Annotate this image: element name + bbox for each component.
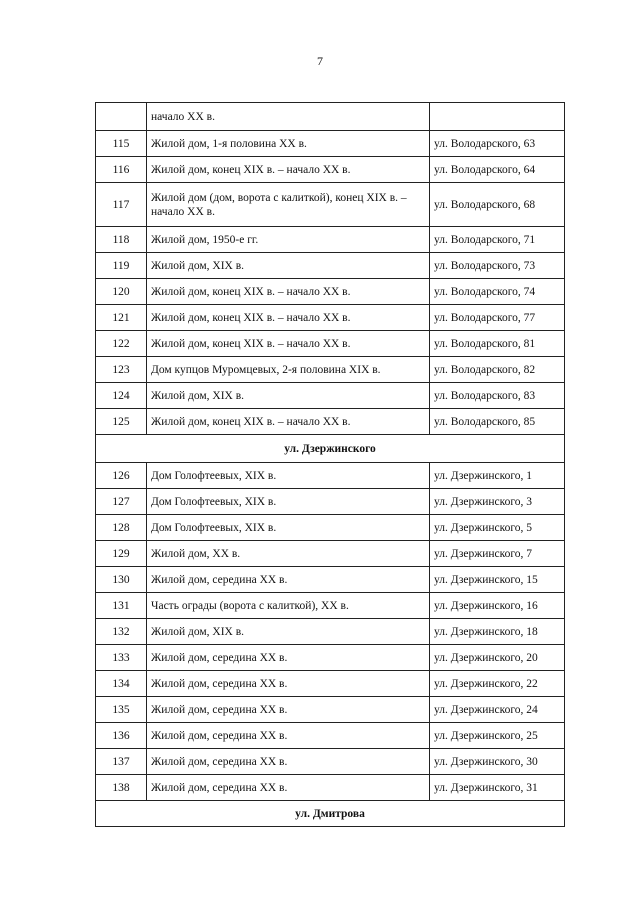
object-address: ул. Володарского, 71 bbox=[430, 227, 565, 253]
table-row bbox=[96, 567, 565, 593]
row-number: 125 bbox=[96, 409, 147, 435]
object-name: Жилой дом, середина XX в. bbox=[147, 723, 430, 749]
table-row bbox=[96, 671, 565, 697]
row-number: 117 bbox=[96, 183, 147, 227]
row-number: 118 bbox=[96, 227, 147, 253]
object-address: ул. Володарского, 63 bbox=[430, 131, 565, 157]
object-address: ул. Дзержинского, 3 bbox=[430, 489, 565, 515]
table-row bbox=[96, 409, 565, 435]
object-address: ул. Дзержинского, 24 bbox=[430, 697, 565, 723]
object-address: ул. Дзержинского, 5 bbox=[430, 515, 565, 541]
row-number: 129 bbox=[96, 541, 147, 567]
object-name: Жилой дом, середина XX в. bbox=[147, 697, 430, 723]
object-name: Дом Голофтеевых, XIX в. bbox=[147, 463, 430, 489]
object-address: ул. Володарского, 73 bbox=[430, 253, 565, 279]
table-row bbox=[96, 541, 565, 567]
object-address: ул. Дзержинского, 31 bbox=[430, 775, 565, 801]
row-number: 132 bbox=[96, 619, 147, 645]
object-name: начало XX в. bbox=[147, 103, 430, 131]
table-row bbox=[96, 697, 565, 723]
object-name: Жилой дом, конец XIX в. – начало XX в. bbox=[147, 331, 430, 357]
table-row bbox=[96, 305, 565, 331]
table-row bbox=[96, 183, 565, 227]
row-number: 123 bbox=[96, 357, 147, 383]
page-number: 7 bbox=[317, 54, 323, 68]
table-row bbox=[96, 131, 565, 157]
row-number: 130 bbox=[96, 567, 147, 593]
row-number: 116 bbox=[96, 157, 147, 183]
object-name: Жилой дом, середина XX в. bbox=[147, 775, 430, 801]
object-name: Часть ограды (ворота с калиткой), XX в. bbox=[147, 593, 430, 619]
table-row bbox=[96, 157, 565, 183]
row-number: 135 bbox=[96, 697, 147, 723]
object-name: Жилой дом, конец XIX в. – начало XX в. bbox=[147, 279, 430, 305]
table-row bbox=[96, 489, 565, 515]
object-address: ул. Дзержинского, 7 bbox=[430, 541, 565, 567]
section-title-dzerzhinskogo: ул. Дзержинского bbox=[96, 435, 565, 463]
table-row bbox=[96, 619, 565, 645]
row-number: 136 bbox=[96, 723, 147, 749]
object-address bbox=[430, 103, 565, 131]
row-number: 131 bbox=[96, 593, 147, 619]
object-address: ул. Володарского, 74 bbox=[430, 279, 565, 305]
object-name: Жилой дом, середина XX в. bbox=[147, 567, 430, 593]
table-row bbox=[96, 383, 565, 409]
object-name: Жилой дом, середина XX в. bbox=[147, 645, 430, 671]
object-name: Жилой дом, 1-я половина XX в. bbox=[147, 131, 430, 157]
object-address: ул. Дзержинского, 16 bbox=[430, 593, 565, 619]
object-name: Дом Голофтеевых, XIX в. bbox=[147, 489, 430, 515]
row-number: 120 bbox=[96, 279, 147, 305]
table-row bbox=[96, 593, 565, 619]
table-row bbox=[96, 253, 565, 279]
row-number: 128 bbox=[96, 515, 147, 541]
object-address: ул. Дзержинского, 22 bbox=[430, 671, 565, 697]
object-name: Жилой дом, конец XIX в. – начало XX в. bbox=[147, 157, 430, 183]
object-name: Жилой дом, XIX в. bbox=[147, 383, 430, 409]
section-title-dmitrova: ул. Дмитрова bbox=[96, 801, 565, 827]
row-number: 115 bbox=[96, 131, 147, 157]
object-address: ул. Володарского, 64 bbox=[430, 157, 565, 183]
table-row bbox=[96, 723, 565, 749]
row-number: 134 bbox=[96, 671, 147, 697]
object-name: Жилой дом, XIX в. bbox=[147, 253, 430, 279]
section-header-row bbox=[96, 801, 565, 827]
object-address: ул. Дзержинского, 15 bbox=[430, 567, 565, 593]
table-row bbox=[96, 357, 565, 383]
object-address: ул. Дзержинского, 1 bbox=[430, 463, 565, 489]
table-row bbox=[96, 749, 565, 775]
object-name: Жилой дом, конец XIX в. – начало XX в. bbox=[147, 409, 430, 435]
table-row bbox=[96, 463, 565, 489]
object-address: ул. Дзержинского, 18 bbox=[430, 619, 565, 645]
object-address: ул. Дзержинского, 30 bbox=[430, 749, 565, 775]
row-number bbox=[96, 103, 147, 131]
object-address: ул. Володарского, 82 bbox=[430, 357, 565, 383]
object-address: ул. Дзержинского, 20 bbox=[430, 645, 565, 671]
object-name: Жилой дом, XIX в. bbox=[147, 619, 430, 645]
row-number: 133 bbox=[96, 645, 147, 671]
object-address: ул. Дзержинского, 25 bbox=[430, 723, 565, 749]
object-name: Жилой дом, середина XX в. bbox=[147, 671, 430, 697]
row-number: 127 bbox=[96, 489, 147, 515]
table-row bbox=[96, 775, 565, 801]
section-header-row bbox=[96, 435, 565, 463]
object-address: ул. Володарского, 68 bbox=[430, 183, 565, 227]
object-name: Жилой дом, конец XIX в. – начало XX в. bbox=[147, 305, 430, 331]
object-address: ул. Володарского, 77 bbox=[430, 305, 565, 331]
object-name: Жилой дом, середина XX в. bbox=[147, 749, 430, 775]
object-address: ул. Володарского, 83 bbox=[430, 383, 565, 409]
row-number: 121 bbox=[96, 305, 147, 331]
object-name: Жилой дом (дом, ворота с калиткой), конец XIX в. – начало XX в. bbox=[147, 183, 430, 227]
object-name: Дом купцов Муромцевых, 2-я половина XIX в. bbox=[147, 357, 430, 383]
table-row bbox=[96, 227, 565, 253]
row-number: 124 bbox=[96, 383, 147, 409]
object-name: Жилой дом, XX в. bbox=[147, 541, 430, 567]
object-name: Жилой дом, 1950-е гг. bbox=[147, 227, 430, 253]
row-number: 126 bbox=[96, 463, 147, 489]
table-row bbox=[96, 515, 565, 541]
heritage-objects-table bbox=[95, 102, 565, 827]
table-row bbox=[96, 331, 565, 357]
table-row bbox=[96, 103, 565, 131]
table-row bbox=[96, 279, 565, 305]
row-number: 122 bbox=[96, 331, 147, 357]
table-row bbox=[96, 645, 565, 671]
row-number: 138 bbox=[96, 775, 147, 801]
object-address: ул. Володарского, 81 bbox=[430, 331, 565, 357]
row-number: 119 bbox=[96, 253, 147, 279]
object-address: ул. Володарского, 85 bbox=[430, 409, 565, 435]
row-number: 137 bbox=[96, 749, 147, 775]
object-name: Дом Голофтеевых, XIX в. bbox=[147, 515, 430, 541]
